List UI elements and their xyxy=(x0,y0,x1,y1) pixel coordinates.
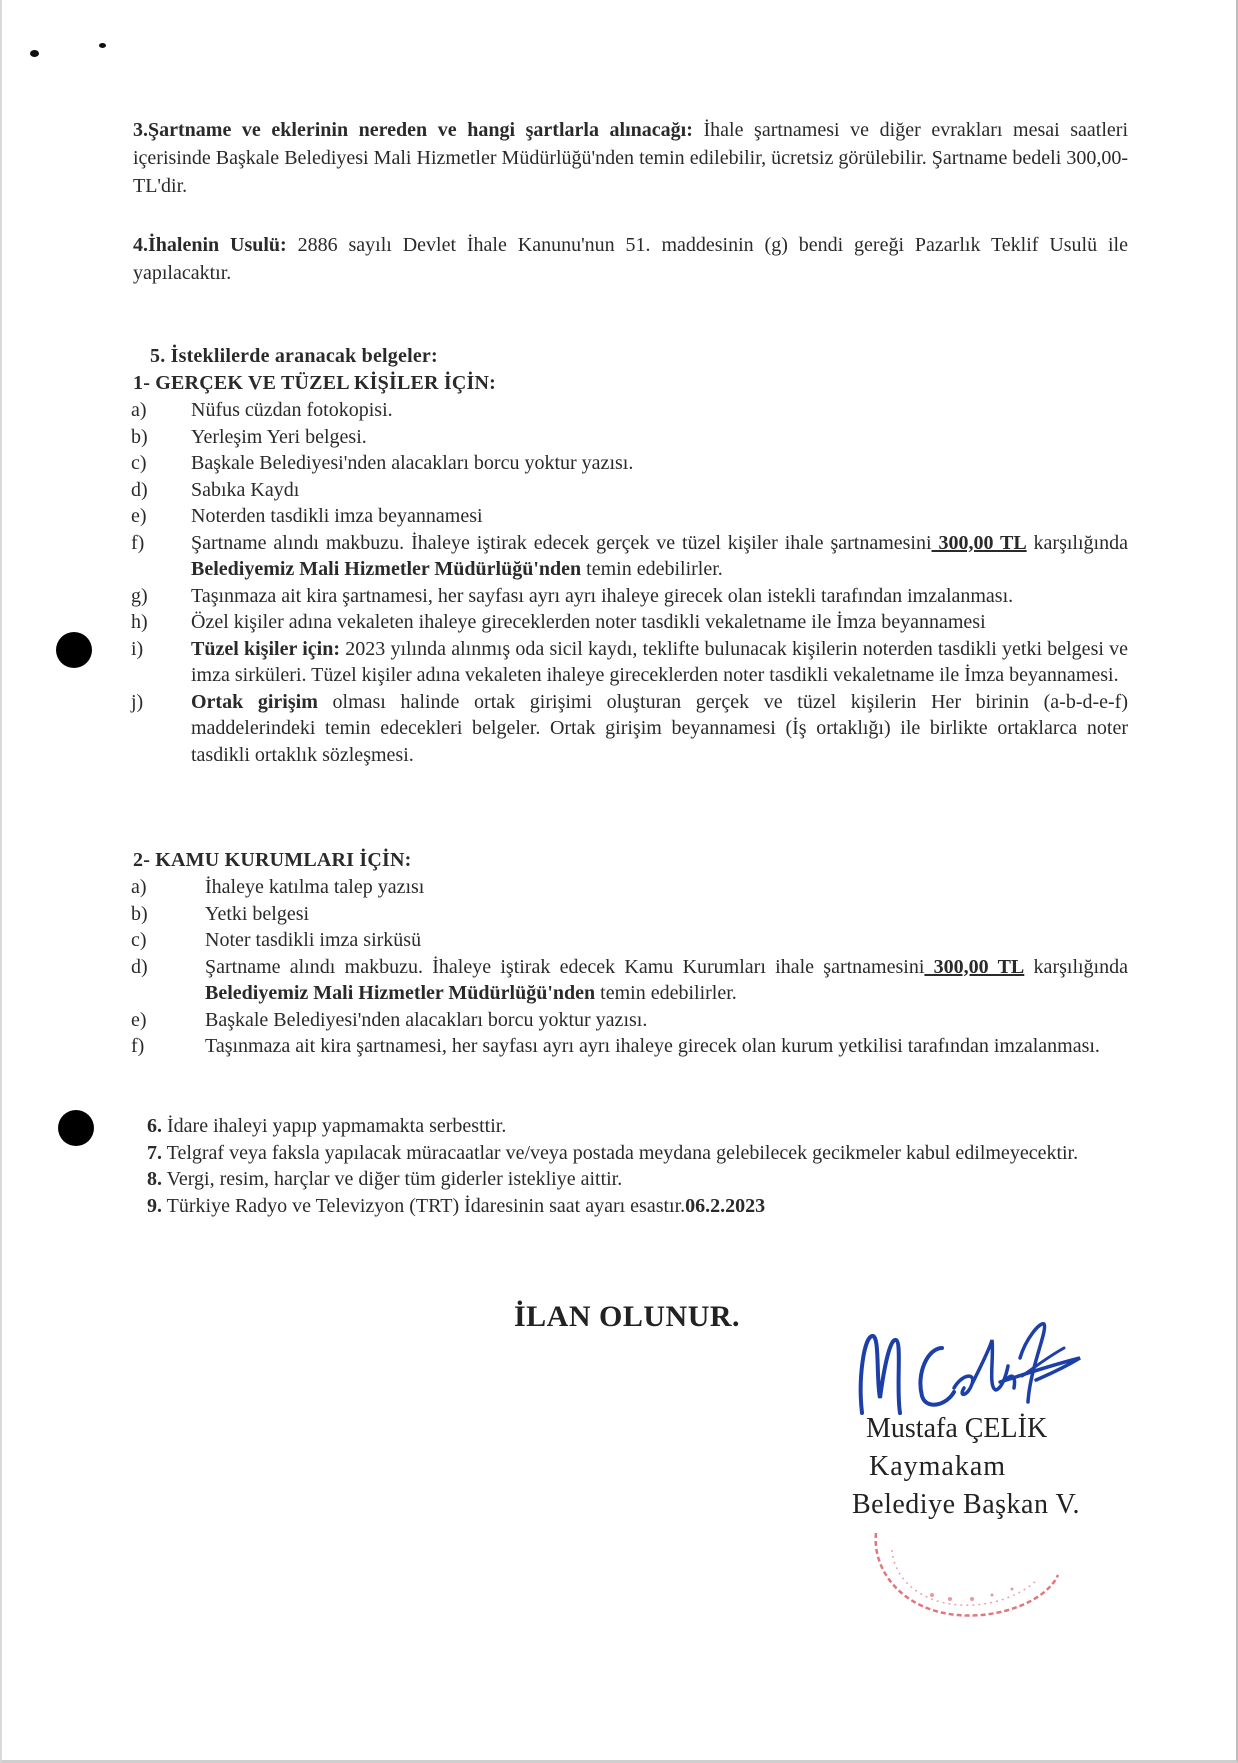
handwritten-signature xyxy=(850,1318,1100,1438)
scan-speck xyxy=(99,43,106,48)
list-item xyxy=(133,636,1128,689)
list-text-part: Şartname alındı makbuzu. İhaleye iştirak edecek gerçek ve tüzel kişiler ihale şartnamesini xyxy=(191,531,932,554)
list-text xyxy=(205,954,1128,1007)
office-name: Belediyemiz Mali Hizmetler Müdürlüğü'nden xyxy=(191,558,582,580)
clause-number: 9. xyxy=(147,1194,162,1217)
list-text: Noterden tasdikli imza beyannamesi xyxy=(191,505,483,527)
list-item xyxy=(133,583,1128,610)
group-2-list xyxy=(133,874,1128,1060)
section-3-heading: 3.Şartname ve eklerinin nereden ve hangi şartlarla alınacağı: xyxy=(133,119,693,141)
group-1-list xyxy=(133,397,1128,768)
list-marker: e) xyxy=(131,1008,147,1031)
list-text xyxy=(191,530,1128,583)
list-item xyxy=(133,609,1128,636)
list-text-part: Şartname alındı makbuzu. İhaleye iştirak edecek Kamu Kurumları ihale şartnamesini xyxy=(205,955,925,978)
clause-text: Vergi, resim, harçlar ve diğer tüm giderler istekliye aittir. xyxy=(162,1168,623,1190)
section-4-body: 2886 sayılı Devlet İhale Kanunu'nun 51. maddesinin (g) bendi gereği Pazarlık Teklif Usulü ile yapılacaktır. xyxy=(133,234,1128,284)
list-marker: e) xyxy=(131,505,147,527)
list-text-part: temin edebilirler. xyxy=(581,558,723,580)
signatory-title-2: Belediye Başkan V. xyxy=(852,1489,1081,1520)
list-text: Özel kişiler adına vekaleten ihaleye gireceklerden noter tasdikli vekaletname ile İmza beyannamesi xyxy=(191,611,986,633)
list-text-part: 2023 yılında alınmış oda sicil kaydı, teklifte bulunacak kişilerin noterden tasdikli yetki belgesi ve imza sirküleri. Tüzel kişiler adına vekaleten ihaleye gireceklerden noter tasdikli vekaletname ile İmza beyannamesi. xyxy=(191,637,1129,686)
clause-number: 8. xyxy=(147,1168,162,1190)
section-4 xyxy=(133,231,1128,287)
official-stamp xyxy=(862,1495,1072,1625)
group-2-heading: 2- KAMU KURUMLARI İÇİN: xyxy=(133,849,412,871)
list-marker: b) xyxy=(131,902,148,925)
list-text: Taşınmaza ait kira şartnamesi, her sayfası ayrı ayrı ihaleye girecek olan istekli tarafından imzalanması. xyxy=(191,584,1014,607)
list-marker: f) xyxy=(131,531,145,554)
clause-7 xyxy=(147,1140,1128,1167)
announcement-date: 06.2.2023 xyxy=(685,1194,766,1217)
list-text-part: karşılığında xyxy=(1026,531,1128,554)
list-text: Sabıka Kaydı xyxy=(191,478,300,501)
list-text-part: karşılığında xyxy=(1024,955,1128,978)
list-marker: c) xyxy=(131,929,147,951)
list-text-part: temin edebilirler. xyxy=(595,982,737,1004)
list-marker: b) xyxy=(131,425,148,448)
list-text: Noter tasdikli imza sirküsü xyxy=(205,929,422,951)
list-text-bold: Tüzel kişiler için: xyxy=(191,637,340,660)
list-item xyxy=(133,503,1128,530)
section-3-body: İhale şartnamesi ve diğer evrakları mesai saatleri içerisinde Başkale Belediyesi Mali Hizmetler Müdürlüğü'nden temin edilebilir, ücretsiz görülebilir. Şartname bedeli 300,00-TL'dir. xyxy=(133,119,1128,197)
clause-9 xyxy=(147,1193,1128,1220)
list-item xyxy=(133,397,1128,424)
clause-number: 7. xyxy=(147,1141,162,1164)
list-text: Başkale Belediyesi'nden alacakları borcu yoktur yazısı. xyxy=(191,452,634,474)
punch-hole xyxy=(58,1110,94,1146)
list-text: İhaleye katılma talep yazısı xyxy=(205,876,425,898)
list-marker: j) xyxy=(131,690,144,713)
list-text: Nüfus cüzdan fotokopisi. xyxy=(191,399,393,421)
signatory-name: Mustafa ÇELİK xyxy=(866,1413,1048,1444)
fee-amount: 300,00 TL xyxy=(924,955,1025,978)
list-marker: i) xyxy=(131,637,144,660)
list-item xyxy=(133,450,1128,477)
list-marker: f) xyxy=(131,1035,145,1057)
list-marker: a) xyxy=(131,876,147,898)
list-marker: d) xyxy=(131,955,148,978)
signatory-title: Kaymakam xyxy=(869,1451,1007,1482)
general-clauses xyxy=(147,1113,1128,1219)
list-marker: d) xyxy=(131,478,148,501)
list-text: Yerleşim Yeri belgesi. xyxy=(191,425,367,448)
list-text: Başkale Belediyesi'nden alacakları borcu yoktur yazısı. xyxy=(205,1008,648,1031)
section-3 xyxy=(133,116,1128,200)
clause-text: Türkiye Radyo ve Televizyon (TRT) İdaresinin saat ayarı esastır. xyxy=(162,1194,686,1217)
clause-6 xyxy=(147,1113,1128,1140)
punch-hole xyxy=(56,632,92,668)
list-text-part: olması halinde ortak girişimi oluşturan gerçek ve tüzel kişilerin Her birinin (a-b-d-e-f) maddelerindeki temin edecekleri belgeler. Ortak girişim beyannamesi (İş ortaklığı) ile birlikte ortaklarca noter tasdikli ortaklık sözleşmesi. xyxy=(191,690,1128,766)
clause-number: 6. xyxy=(147,1115,162,1137)
list-item xyxy=(133,927,1128,954)
list-text-bold: Ortak girişim xyxy=(191,690,318,713)
list-text: Taşınmaza ait kira şartnamesi, her sayfası ayrı ayrı ihaleye girecek olan kurum yetkilisi tarafından imzalanması. xyxy=(205,1035,1100,1057)
list-item xyxy=(133,954,1128,1007)
list-marker: a) xyxy=(131,399,147,421)
list-item xyxy=(133,424,1128,451)
list-item xyxy=(133,874,1128,901)
scan-speck xyxy=(30,50,39,57)
fee-amount: 300,00 TL xyxy=(931,531,1027,554)
list-item xyxy=(133,901,1128,928)
clause-8 xyxy=(147,1166,1128,1193)
list-item xyxy=(133,1033,1128,1060)
list-item xyxy=(133,477,1128,504)
list-marker: g) xyxy=(131,584,148,607)
list-marker: h) xyxy=(131,611,148,633)
clause-text: İdare ihaleyi yapıp yapmamakta serbesttir. xyxy=(162,1115,507,1137)
list-item xyxy=(133,1007,1128,1034)
list-item xyxy=(133,530,1128,583)
list-item xyxy=(133,689,1128,769)
list-text: Yetki belgesi xyxy=(205,902,310,925)
closing-statement: İLAN OLUNUR. xyxy=(514,1300,741,1333)
office-name: Belediyemiz Mali Hizmetler Müdürlüğü'nden xyxy=(205,982,596,1004)
list-text xyxy=(191,636,1128,689)
clause-text: Telgraf veya faksla yapılacak müracaatlar ve/veya postada meydana gelebilecek gecikmeler kabul edilmeyecektir. xyxy=(162,1141,1079,1164)
list-marker: c) xyxy=(131,452,147,474)
list-text xyxy=(191,689,1128,769)
section-5-heading: 5. İsteklilerde aranacak belgeler: xyxy=(150,345,438,367)
section-4-heading: 4.İhalenin Usulü: xyxy=(133,234,287,256)
group-1-heading: 1- GERÇEK VE TÜZEL KİŞİLER İÇİN: xyxy=(133,372,496,394)
